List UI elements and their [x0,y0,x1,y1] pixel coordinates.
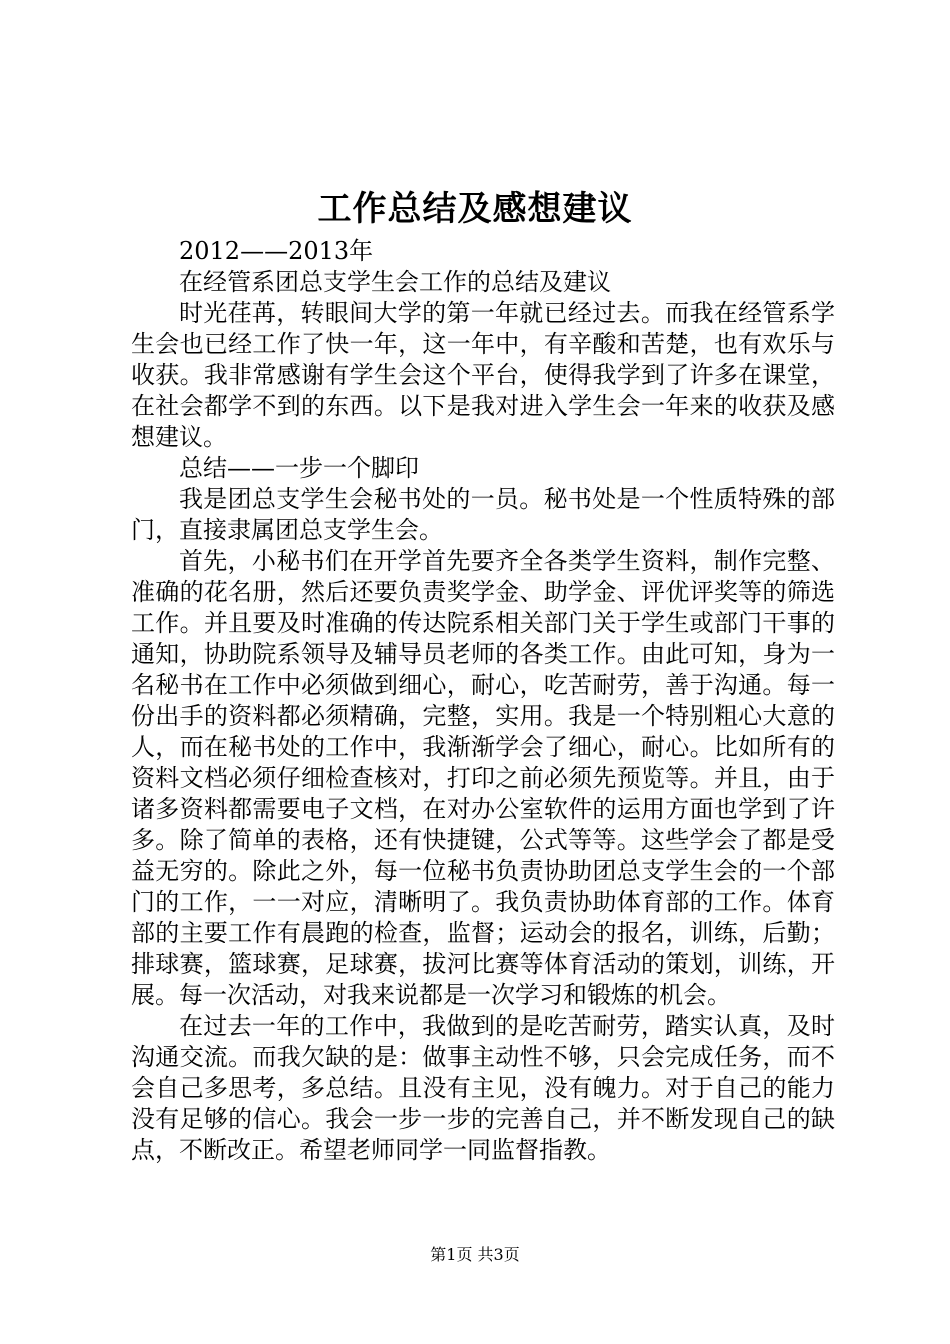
document-title: 工作总结及感想建议 [317,189,633,229]
subtitle-line: 在经管系团总支学生会工作的总结及建议 [179,268,611,296]
document-body [131,236,835,1166]
reflection-paragraph: 在过去一年的工作中，我做到的是吃苦耐劳，踏实认真，及时沟通交流。而我欠缺的是：做事主动性不够，只会完成任务，而不会自己多思考，多总结。且没有主见，没有魄力。对于自己的能力没有足够的信心。我会一步一步的完善自己，并不断发现自己的缺点，不断改正。希望老师同学一同监督指教。 [131,1012,835,1164]
year-range-line: 2012——2013年 [179,237,374,265]
intro-paragraph: 时光荏苒，转眼间大学的第一年就已经过去。而我在经管系学生会也已经工作了快一年，这一年中，有辛酸和苦楚，也有欢乐与收获。我非常感谢有学生会这个平台，使得我学到了许多在课堂，在社会都学不到的东西。以下是我对进入学生会一年来的收获及感想建议。 [131,299,835,451]
duties-paragraph: 首先，小秘书们在开学首先要齐全各类学生资料，制作完整、准确的花名册，然后还要负责奖学金、助学金、评优评奖等的筛选工作。并且要及时准确的传达院系相关部门关于学生或部门干事的通知，协助院系领导及辅导员老师的各类工作。由此可知，身为一名秘书在工作中必须做到细心，耐心，吃苦耐劳，善于沟通。每一份出手的资料都必须精确，完整，实用。我是一个特别粗心大意的人，而在秘书处的工作中，我渐渐学会了细心，耐心。比如所有的资料文档必须仔细检查核对，打印之前必须先预览等。并且，由于诸多资料都需要电子文档，在对办公室软件的运用方面也学到了许多。除了简单的表格，还有快捷键，公式等等。这些学会了都是受益无穷的。除此之外，每一位秘书负责协助团总支学生会的一个部门的工作，一一对应，清晰明了。我负责协助体育部的工作。体育部的主要工作有晨跑的检查，监督；运动会的报名，训练，后勤；排球赛，篮球赛，足球赛，拔河比赛等体育活动的策划，训练，开展。每一次活动，对我来说都是一次学习和锻炼的机会。 [131,547,835,1009]
section-heading: 总结——一步一个脚印 [179,454,419,482]
page-number-footer: 第1页 共3页 [430,1245,520,1264]
role-paragraph: 我是团总支学生会秘书处的一员。秘书处是一个性质特殊的部门，直接隶属团总支学生会。 [131,485,835,544]
